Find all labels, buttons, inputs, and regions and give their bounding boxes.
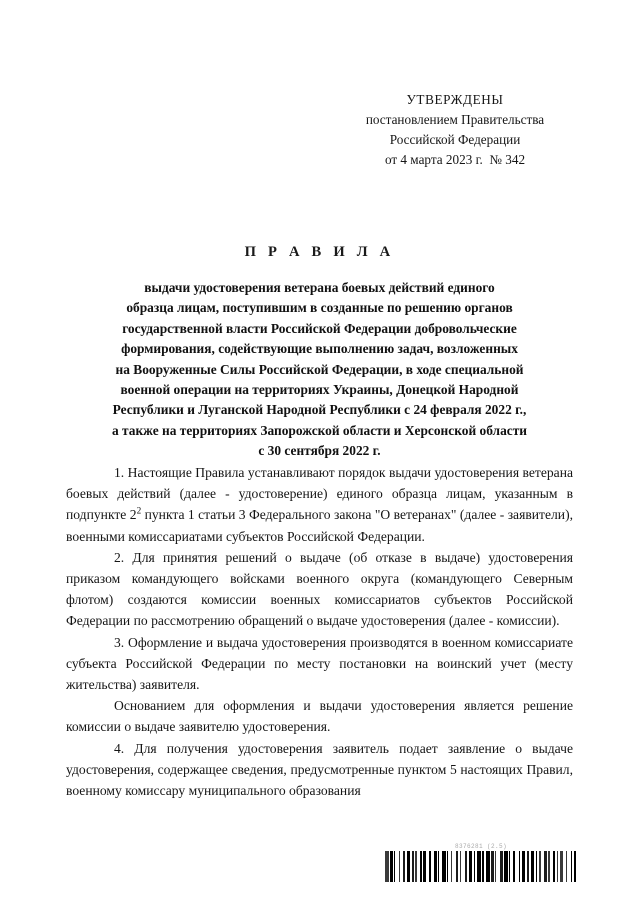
approval-line-1: постановлением Правительства — [365, 112, 545, 127]
paragraph-3: 3. Оформление и выдача удостоверения производятся в военном комиссариате субъекта Российской Федерации по месту постановки на воинский учет (месту жительства) заявителя. — [66, 634, 573, 693]
approval-block — [330, 90, 580, 170]
document-title-block — [66, 243, 573, 462]
paragraph-1-text-a: 1. Настоящие Правила устанавливают порядок выдачи удостоверения ветерана боевых действий (далее - удостоверение) единого образца лицам, указанным в подпункте 2 — [66, 465, 573, 523]
barcode-caption: 8376281 (2.5) — [454, 843, 507, 850]
subtitle-line: государственной власти Российской Федерации добровольческие — [122, 320, 517, 336]
approval-line-3: от 4 марта 2023 г. № 342 — [384, 152, 526, 167]
subtitle-line: военной операции на территориях Украины, Донецкой Народной — [120, 382, 519, 398]
approval-line-2: Российской Федерации — [389, 132, 521, 147]
subtitle-line: с 30 сентября 2022 г. — [258, 443, 381, 459]
paragraph-2: 2. Для принятия решений о выдаче (об отказе в выдаче) удостоверения приказом командующего войсками военного округа (командующего Северным флотом) создаются комиссии военных комиссариатов субъектов Российской Федерации по рассмотрению обращений о выдаче удостоверения (далее - комиссии). — [66, 549, 573, 629]
footnote-superscript: 2 — [136, 505, 142, 516]
subtitle-line: выдачи удостоверения ветерана боевых действий единого — [144, 280, 495, 295]
approval-heading: УТВЕРЖДЕНЫ — [406, 92, 504, 107]
document-subtitle — [94, 278, 546, 462]
paragraph-4: Основанием для оформления и выдачи удостоверения является решение комиссии о выдаче заявителю удостоверения. — [66, 698, 573, 735]
page-title: П Р А В И Л А — [244, 244, 395, 260]
subtitle-line: на Вооруженные Силы Российской Федерации, в ходе специальной — [115, 361, 524, 377]
paragraph-1-text-b: пункта 1 статьи 3 Федерального закона "О ветеранах" (далее - заявители), военными комиссариатами субъектов Российской Федерации. — [66, 507, 573, 544]
document-body — [66, 462, 573, 801]
subtitle-line: Республики и Луганской Народной Республики с 24 февраля 2022 г., — [112, 402, 527, 418]
barcode-image — [385, 851, 577, 882]
paragraph-5: 4. Для получения удостоверения заявитель подает заявление о выдаче удостоверения, содержащее сведения, предусмотренные пунктом 5 настоящих Правил, военному комиссару муниципального образования — [66, 740, 573, 799]
subtitle-line: а также на территориях Запорожской области и Херсонской области — [111, 422, 528, 438]
subtitle-line: формирования, содействующие выполнению задач, возложенных — [121, 341, 518, 357]
paragraph-1 — [66, 462, 573, 547]
barcode-block — [385, 842, 577, 882]
subtitle-line: образца лицам, поступившим в созданные по решению органов — [126, 300, 513, 316]
